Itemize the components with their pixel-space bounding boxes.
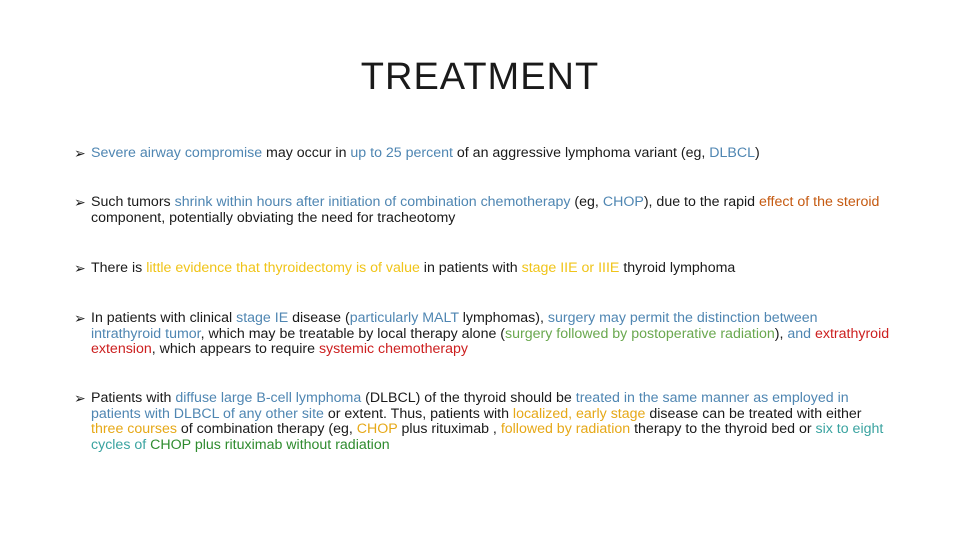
text-segment: systemic chemotherapy bbox=[318, 341, 468, 358]
text-segment: disease ( bbox=[288, 310, 350, 326]
text-segment: In patients with clinical bbox=[91, 310, 237, 326]
text-segment: stage IE bbox=[236, 310, 289, 326]
text-segment: ) bbox=[755, 145, 760, 161]
text-segment: little evidence that thyroidectomy is of value bbox=[146, 260, 420, 276]
text-segment: CHOP plus rituximab without radiation bbox=[150, 436, 390, 453]
text-segment: Severe airway compromise bbox=[91, 145, 263, 161]
text-segment: diffuse large B-cell lymphoma bbox=[175, 390, 362, 406]
text-segment: shrink within hours after initiation of combination chemotherapy bbox=[174, 194, 571, 210]
text-segment: extrathyroid extension bbox=[91, 325, 890, 358]
arrow-bullet-icon: ➢ bbox=[74, 194, 86, 210]
bullet-item bbox=[74, 146, 890, 162]
text-segment: effect of the steroid bbox=[758, 194, 880, 210]
text-segment: or extent. Thus, patients with bbox=[323, 405, 513, 422]
text-segment: and bbox=[787, 325, 815, 342]
bullet-item bbox=[74, 261, 890, 277]
text-segment: CHOP bbox=[356, 421, 398, 438]
bullet-text bbox=[91, 311, 890, 358]
text-segment: Such tumors bbox=[91, 194, 175, 210]
text-segment: disease can be treated with either bbox=[645, 405, 862, 422]
text-segment: treated in the same manner as employed in patients with DLBCL of any other site bbox=[91, 390, 849, 422]
text-segment: DLBCL bbox=[709, 145, 756, 161]
text-segment: component, potentially obviating the need for tracheotomy bbox=[91, 209, 456, 226]
text-segment: of an aggressive lymphoma variant (eg, bbox=[452, 145, 710, 161]
text-segment: , which may be treatable by local therapy alone ( bbox=[200, 325, 506, 342]
bullet-item bbox=[74, 391, 890, 453]
text-segment: may occur in bbox=[262, 145, 351, 161]
arrow-bullet-icon: ➢ bbox=[74, 390, 86, 406]
text-segment: six to eight cycles of bbox=[91, 421, 884, 453]
bullet-text bbox=[91, 391, 890, 453]
text-segment: stage IIE or IIIE bbox=[521, 260, 620, 276]
text-segment: lymphomas), bbox=[458, 310, 548, 326]
text-segment: ), bbox=[774, 325, 788, 342]
text-segment: surgery may permit the distinction between intrathyroid tumor bbox=[91, 310, 818, 342]
text-segment: plus rituximab , bbox=[397, 421, 501, 438]
bullet-text bbox=[91, 146, 890, 162]
text-segment: There is bbox=[91, 260, 147, 276]
arrow-bullet-icon: ➢ bbox=[74, 310, 86, 326]
bullet-item bbox=[74, 311, 890, 358]
text-segment: thyroid lymphoma bbox=[619, 260, 736, 276]
text-segment: Patients with bbox=[91, 390, 176, 406]
text-segment: CHOP bbox=[602, 194, 644, 210]
text-segment: followed by radiation bbox=[500, 421, 631, 438]
text-segment: ), due to the rapid bbox=[643, 194, 759, 210]
bullet-item bbox=[74, 195, 890, 226]
arrow-bullet-icon: ➢ bbox=[74, 260, 86, 276]
text-segment: (DLBCL) of the thyroid should be bbox=[361, 390, 576, 406]
text-segment: particularly MALT bbox=[349, 310, 459, 326]
text-segment: surgery followed by postoperative radiation bbox=[505, 325, 775, 342]
bullet-text bbox=[91, 195, 890, 226]
text-segment: of combination therapy (eg, bbox=[176, 421, 357, 438]
text-segment: , which appears to require bbox=[151, 341, 319, 358]
slide-title: TREATMENT bbox=[360, 56, 600, 98]
text-segment: in patients with bbox=[419, 260, 522, 276]
text-segment: three courses bbox=[91, 421, 177, 438]
arrow-bullet-icon: ➢ bbox=[74, 145, 86, 161]
text-segment: localized, early stage bbox=[512, 405, 646, 422]
text-segment: (eg, bbox=[570, 194, 603, 210]
bullet-text bbox=[91, 261, 890, 277]
text-segment: up to 25 percent bbox=[350, 145, 453, 161]
text-segment: therapy to the thyroid bed or bbox=[630, 421, 816, 438]
